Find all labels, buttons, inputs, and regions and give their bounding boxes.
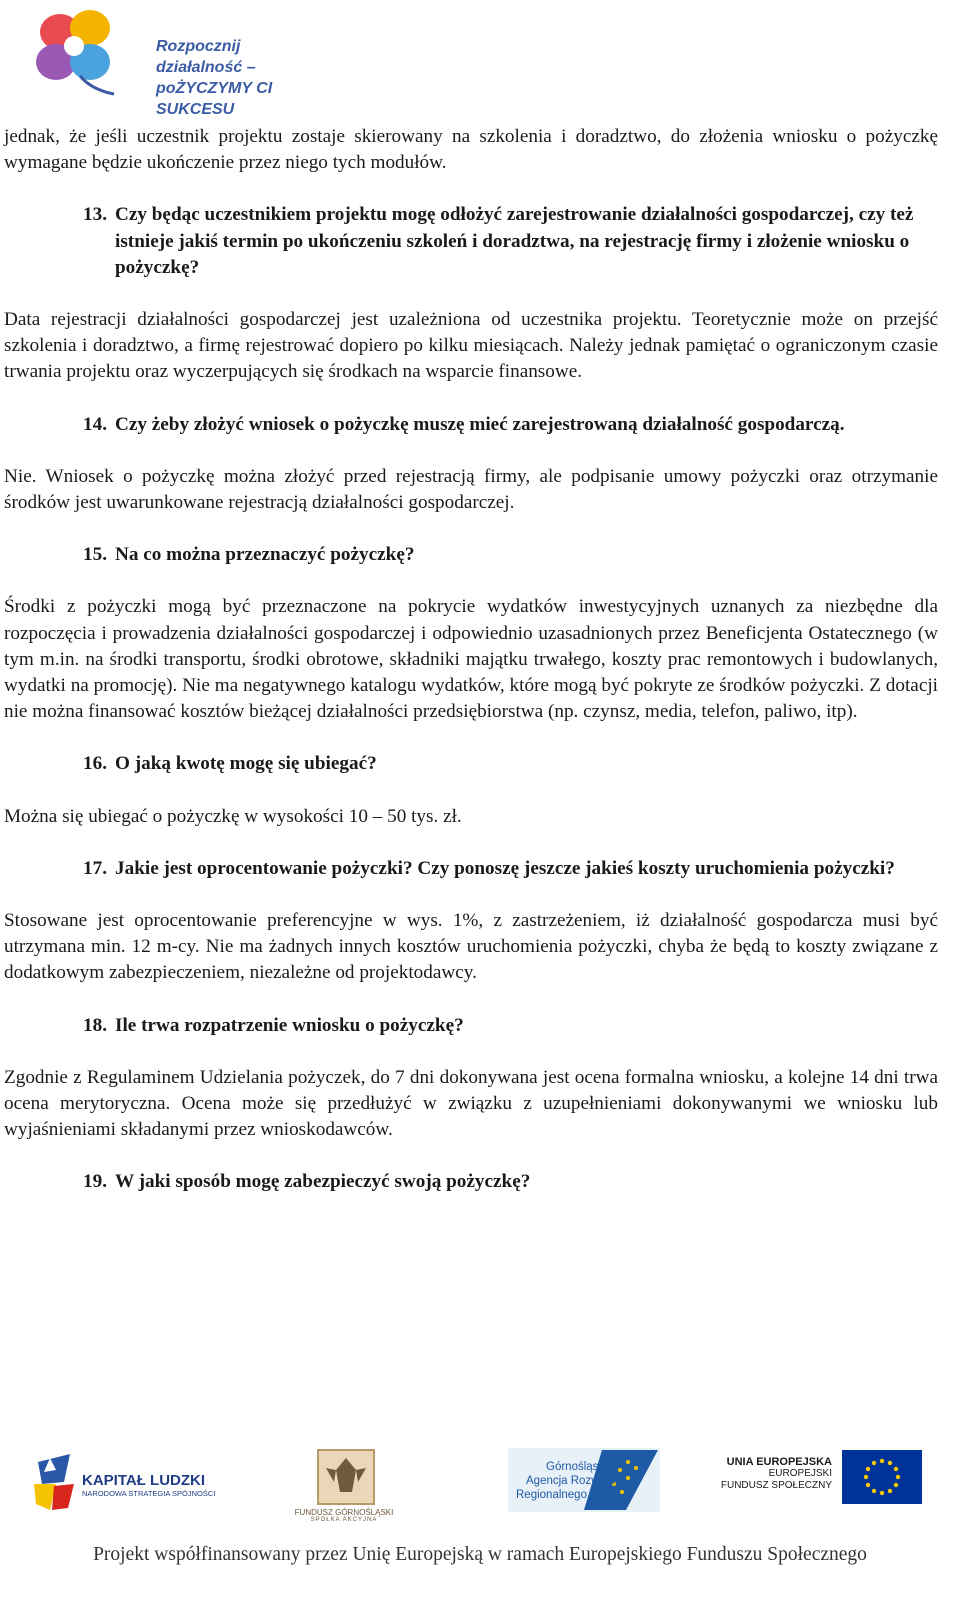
answer-15: Środki z pożyczki mogą być przeznaczone na pokrycie wydatków inwestycyjnych uznanych za niezbędne dla rozpoczęcia i prowadzenia działalności gospodarczej i odpowiednio uzasadnionych przez Beneficjenta Ostatecznego (w tym m.in. na środki transportu, środki obrotowe, składniki majątku trwałego, koszty prac remontowych i budowlanych, wydatki na promocję). Nie ma negatywnego katalogu wydatków, które mogą być pokryte ze środków pożyczki. Z dotacji nie można finansować kosztów bieżącej działalności przedsiębiorstwa (np. czynsz, media, telefon, paliwo, itp).: [4, 596, 938, 723]
footer-logos: [0, 1440, 960, 1530]
question-18: [4, 1013, 938, 1039]
question-number: 13.: [83, 204, 107, 226]
question-16: [4, 751, 938, 777]
answer-13: Data rejestracji działalności gospodarczej jest uzależniona od uczestnika projektu. Teoretycznie może on przejść szkolenia i doradztwo, a firmę rejestrować dopiero po kilku miesiącach. Należy jednak pamiętać o ograniczonym czasie trwania projektu oraz wyczerpujących się środkach na wsparcie finansowe.: [4, 309, 938, 383]
document-body: [4, 124, 938, 1222]
question-text: Ile trwa rozpatrzenie wniosku o pożyczkę?: [115, 1014, 464, 1036]
question-text: Jakie jest oprocentowanie pożyczki? Czy ponoszę jeszcze jakieś koszty uruchomienia pożyczki?: [115, 857, 895, 879]
question-text: Czy będąc uczestnikiem projektu mogę odłożyć zarejestrowanie działalności gospodarczej, czy też istnieje jakiś termin po ukończeniu szkoleń i doradztwa, na rejestrację firmy i złożenie wniosku o pożyczkę?: [115, 204, 914, 278]
paragraph-intro: jednak, że jeśli uczestnik projektu zostaje skierowany na szkolenia i doradztwo, do złożenia wniosku o pożyczkę wymagane będzie ukończenie przez niego tych modułów.: [4, 126, 938, 174]
gar-logo: [508, 1448, 660, 1512]
gar-line-3: Regionalnego S.A.: [516, 1489, 612, 1501]
question-number: 14.: [83, 413, 107, 435]
question-number: 16.: [83, 753, 107, 775]
gar-line-2: Agencja Rozwoju: [526, 1475, 615, 1487]
fg-title: FUNDUSZ GÓRNOŚLĄSKI: [294, 1508, 394, 1517]
eu-line-1: UNIA EUROPEJSKA: [726, 1456, 832, 1468]
eu-line-2: EUROPEJSKI: [768, 1468, 832, 1479]
answer-18: Zgodnie z Regulaminem Udzielania pożyczek, do 7 dni dokonywana jest ocena formalna wniosku, a kolejne 14 dni trwa ocena merytoryczna. Ocena może się przedłużyć w związku z uzupełnieniami dokonywanymi we wniosku lub wyjaśnieniami składanymi przez wnioskodawców.: [4, 1066, 938, 1141]
question-number: 15.: [83, 544, 107, 566]
answer-16: Można się ubiegać o pożyczkę w wysokości 10 – 50 tys. zł.: [4, 805, 462, 827]
question-number: 19.: [83, 1171, 107, 1193]
header-logo: [30, 6, 330, 118]
eu-flag-icon: [842, 1450, 922, 1504]
question-text: Czy żeby złożyć wniosek o pożyczkę muszę mieć zarejestrowaną działalność gospodarczą.: [115, 413, 845, 435]
logo-line-2: poŻYCZYMY CI SUKCESU: [156, 80, 273, 118]
question-text: W jaki sposób mogę zabezpieczyć swoją pożyczkę?: [115, 1171, 531, 1193]
eu-logo: [718, 1450, 924, 1506]
question-number: 17.: [83, 857, 107, 879]
question-19: [4, 1169, 938, 1195]
question-number: 18.: [83, 1014, 107, 1036]
question-15: [4, 542, 938, 568]
answer-14: Nie. Wniosek o pożyczkę można złożyć przed rejestracją firmy, ale podpisanie umowy pożyczki oraz otrzymanie środków jest uwarunkowane rejestracją działalności gospodarczej.: [4, 465, 938, 514]
flower-logo-icon: [30, 6, 126, 98]
question-14: [4, 412, 938, 438]
kapital-ludzki-icon: [34, 1454, 74, 1510]
question-text: O jaką kwotę mogę się ubiegać?: [115, 753, 377, 775]
cofinance-note: Projekt współfinansowany przez Unię Europejską w ramach Europejskiego Funduszu Społecznego: [93, 1544, 867, 1565]
logo-line-1: Rozpocznij działalność –: [156, 38, 256, 76]
eu-line-3: FUNDUSZ SPOŁECZNY: [720, 1480, 832, 1491]
fg-subtitle: SPÓŁKA AKCYJNA: [310, 1517, 378, 1523]
question-13: [4, 202, 938, 281]
kl-subtitle: NARODOWA STRATEGIA SPÓJNOŚCI: [82, 1489, 216, 1498]
question-17: [4, 856, 938, 882]
gar-line-1: Górnośląska: [546, 1461, 611, 1473]
answer-17: Stosowane jest oprocentowanie preferencyjne w wys. 1%, z zastrzeżeniem, iż działalność gospodarcza musi być utrzymana min. 12 m-cy. Nie ma żadnych innych kosztów uruchomienia pożyczki, chyba że będą to koszty związane z dodatkowym zabezpieczeniem, niezależne od projektodawcy.: [4, 910, 938, 984]
kl-title: KAPITAŁ LUDZKI: [82, 1472, 206, 1489]
question-text: Na co można przeznaczyć pożyczkę?: [115, 544, 415, 566]
eagle-crest-icon: [316, 1448, 376, 1506]
